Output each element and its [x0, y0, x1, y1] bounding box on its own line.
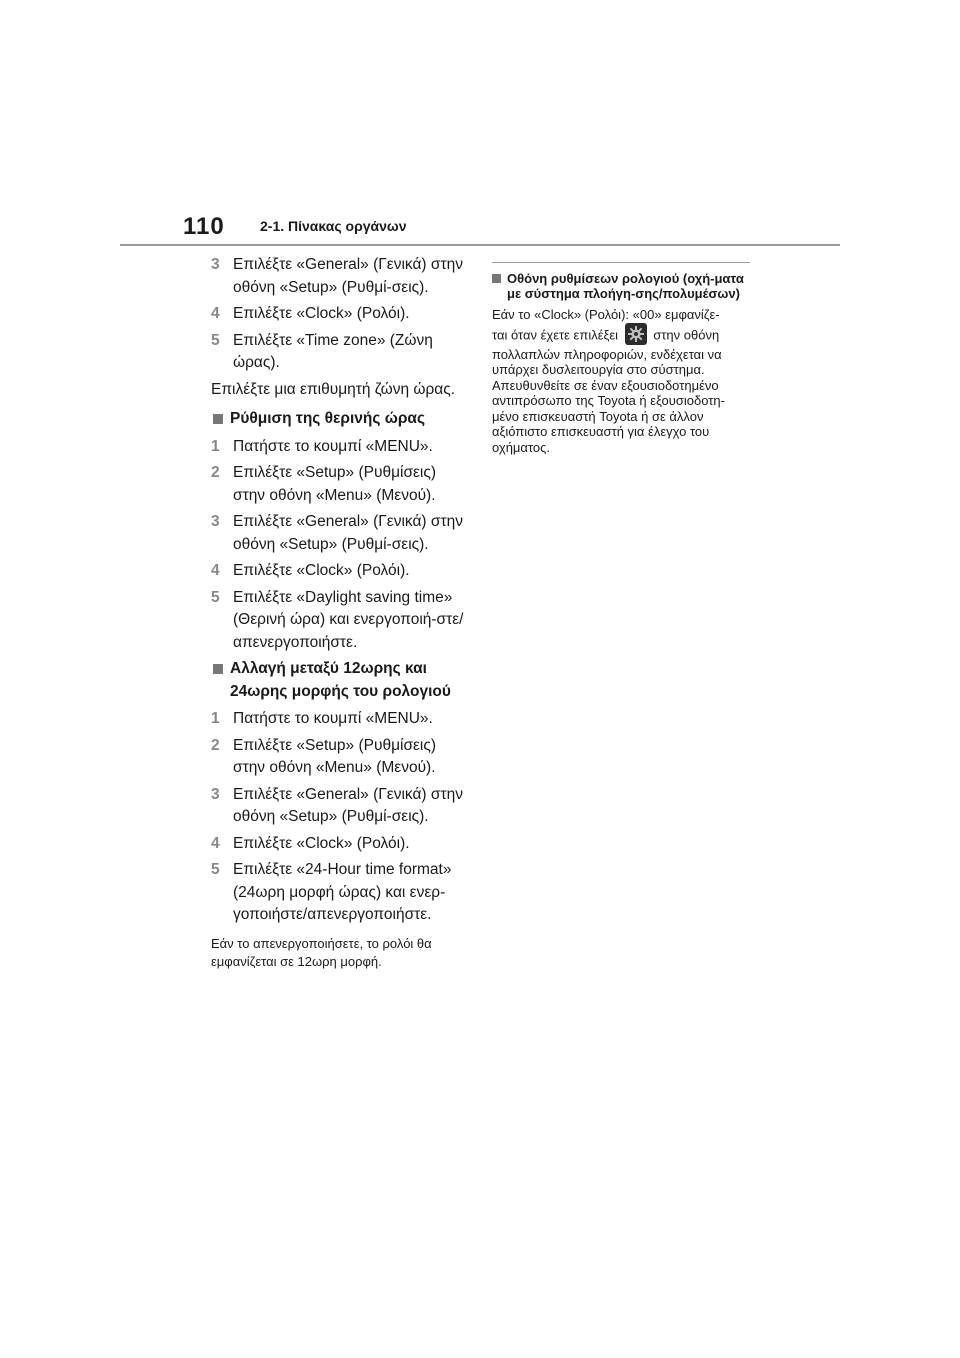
step-item [211, 303, 471, 326]
step-item [211, 784, 471, 829]
format-heading-text: Αλλαγή μεταξύ 12ωρης και 24ωρης μορφής του ρολογιού [230, 660, 451, 700]
steps-daylight-saving [211, 436, 471, 655]
left-column [211, 254, 471, 971]
dst-heading [211, 408, 471, 431]
body-line-2 [492, 327, 750, 345]
clock-screen-heading [492, 271, 750, 301]
step-text: Επιλέξτε «24-Hour time format» (24ωρη μορφή ώρας) και ενερ-γοποιήστε/απενεργοποιήστε. [233, 861, 452, 923]
section-title: 2-1. Πίνακας οργάνων [260, 218, 407, 234]
step-text: Πατήστε το κουμπί «MENU». [233, 710, 433, 727]
body-line-2-start: ται όταν έχετε επιλέξει [492, 326, 619, 342]
format-heading [211, 658, 471, 703]
square-bullet-icon [213, 664, 223, 674]
step-number: 4 [211, 562, 220, 579]
body-line-2-end: στην οθόνη [653, 326, 720, 342]
header-divider [120, 244, 840, 246]
right-divider [492, 262, 750, 263]
step-text: Επιλέξτε «General» (Γενικά) στην οθόνη «Setup» (Ρυθμί-σεις). [233, 785, 463, 825]
clock-screen-heading-text: Οθόνη ρυθμίσεων ρολογιού (οχή-ματα με σύστημα πλοήγη-σης/πολυμέσων) [507, 271, 744, 301]
step-item [211, 587, 471, 655]
step-number: 5 [211, 588, 220, 606]
step-number: 3 [211, 256, 220, 273]
step-number: 5 [211, 331, 220, 349]
body-line-1: Εάν το «Clock» (Ρολόι): «00» εμφανίζε- [492, 307, 720, 322]
step-text: Πατήστε το κουμπί «MENU». [233, 437, 433, 455]
step-text: Επιλέξτε «Setup» (Ρυθμίσεις) στην οθόνη «Menu» (Μενού). [233, 464, 436, 504]
step-number: 4 [211, 834, 220, 852]
step-item [211, 436, 471, 459]
step-item [211, 833, 471, 856]
step-text: Επιλέξτε «Clock» (Ρολόι). [233, 562, 410, 579]
step-item [211, 560, 471, 583]
step-item [211, 735, 471, 780]
step-number: 1 [211, 710, 220, 727]
step-item [211, 859, 471, 927]
step-number: 3 [211, 785, 220, 803]
dst-heading-text: Ρύθμιση της θερινής ώρας [230, 410, 426, 427]
body-rest: πολλαπλών πληροφοριών, ενδέχεται να υπάρχει δυσλειτουργία στο σύστημα. Απευθυνθείτε σε έναν εξουσιοδοτημένο αντιπρόσωπο της Toyota ή εξουσιοδοτη-μένο επισκευαστή Toyota ή σε άλλον αξιόπιστο επισκευαστή για έλεγχο του οχήματος. [492, 346, 725, 455]
step-number: 1 [211, 437, 220, 455]
step-item [211, 511, 471, 556]
step-number: 5 [211, 861, 220, 878]
timezone-note: Επιλέξτε μια επιθυμητή ζώνη ώρας. [211, 380, 456, 398]
step-number: 4 [211, 305, 220, 322]
square-bullet-icon [213, 414, 223, 424]
right-column [492, 262, 750, 455]
steps-hour-format [211, 708, 471, 927]
step-text: Επιλέξτε «Time zone» (Ζώνη ώρας). [233, 331, 433, 371]
step-text: Επιλέξτε «General» (Γενικά) στην οθόνη «Setup» (Ρυθμί-σεις). [233, 513, 463, 553]
clock-screen-body [492, 307, 750, 455]
format-note: Εάν το απενεργοποιήσετε, το ρολόι θα εμφανίζεται σε 12ωρη μορφή. [211, 935, 432, 969]
step-text: Επιλέξτε «Clock» (Ρολόι). [233, 305, 410, 322]
step-item [211, 708, 471, 731]
square-bullet-icon [492, 274, 501, 283]
step-item [211, 330, 471, 375]
step-text: Επιλέξτε «Daylight saving time» (Θερινή ώρα) και ενεργοποιή-στε/απενεργοποιήστε. [233, 588, 464, 651]
step-item [211, 462, 471, 507]
step-number: 2 [211, 736, 220, 754]
steps-time-zone [211, 254, 471, 375]
step-text: Επιλέξτε «Clock» (Ρολόι). [233, 834, 410, 852]
page-number: 110 [183, 213, 225, 240]
step-text: Επιλέξτε «General» (Γενικά) στην οθόνη «Setup» (Ρυθμί-σεις). [233, 256, 463, 296]
step-text: Επιλέξτε «Setup» (Ρυθμίσεις) στην οθόνη «Menu» (Μενού). [233, 736, 436, 776]
gear-icon [625, 323, 647, 345]
step-number: 2 [211, 464, 220, 481]
step-number: 3 [211, 513, 220, 530]
step-item [211, 254, 471, 299]
